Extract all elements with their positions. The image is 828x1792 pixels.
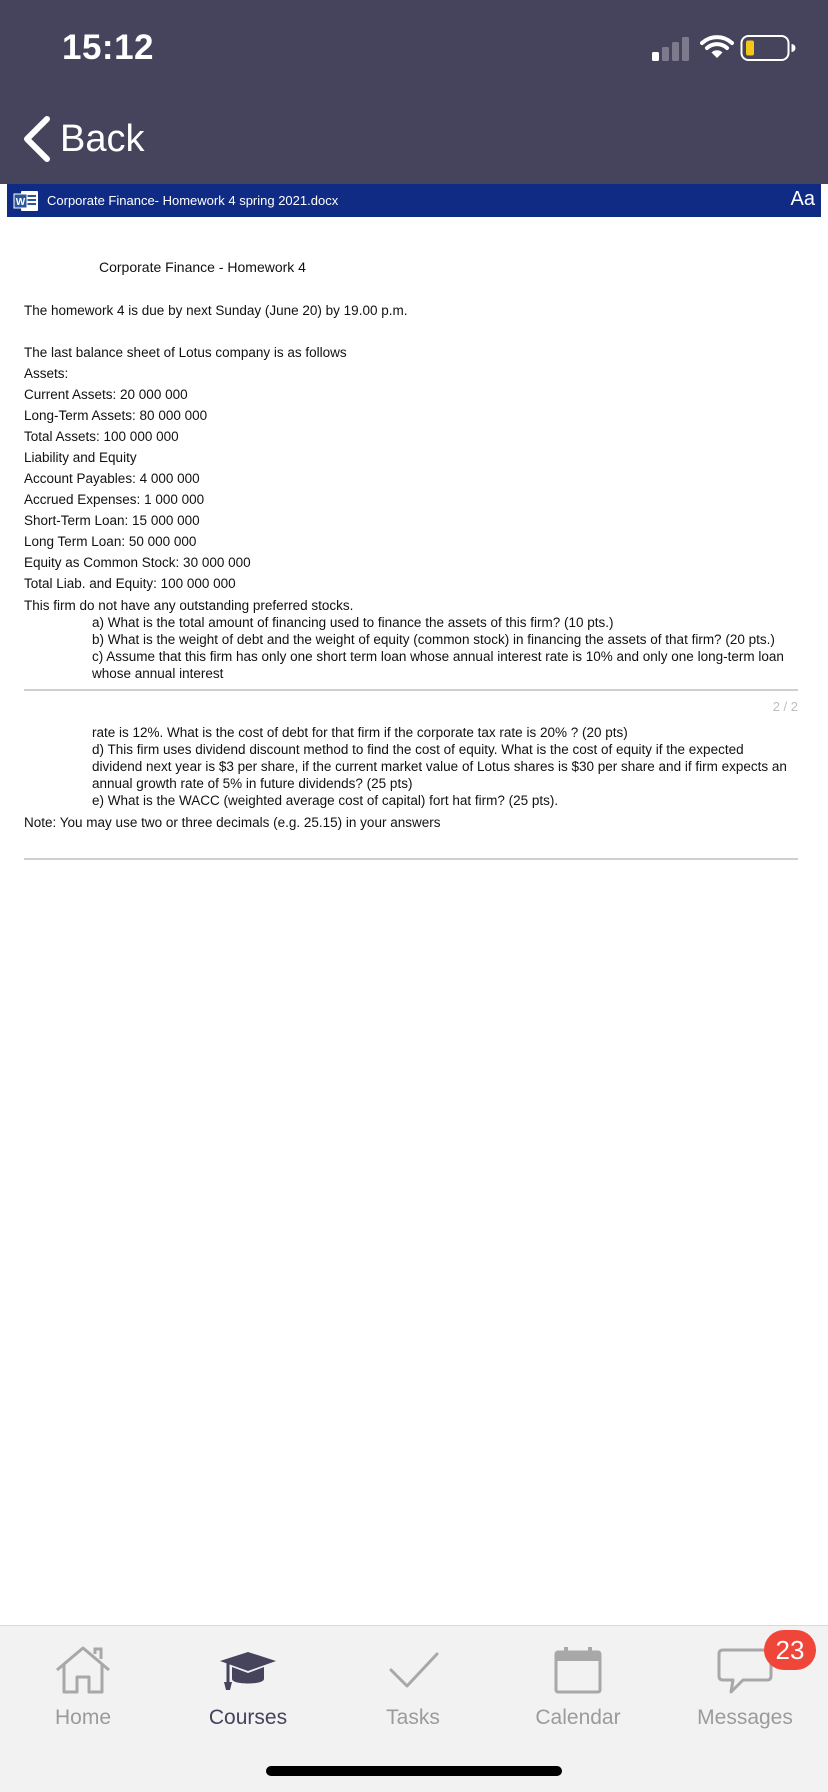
page-separator (24, 689, 798, 691)
balance-line: Total Liab. and Equity: 100 000 000 (24, 576, 236, 591)
graduation-cap-icon (218, 1644, 278, 1696)
font-size-button[interactable]: Aa (790, 188, 815, 210)
answer-note: Note: You may use two or three decimals (e.g. 25.15) in your answers (24, 815, 441, 830)
tab-courses[interactable] (178, 1644, 318, 1730)
messages-badge: 23 (764, 1630, 816, 1670)
home-icon (53, 1644, 113, 1696)
back-button[interactable] (22, 114, 144, 164)
balance-line: Account Payables: 4 000 000 (24, 471, 200, 486)
question-c-part2: rate is 12%. What is the cost of debt for that firm if the corporate tax rate is 20% ? (20 pts) (92, 725, 628, 740)
question-b: b) What is the weight of debt and the weight of equity (common stock) in financing the assets of that firm? (20 pts.) (92, 632, 775, 647)
tab-calendar[interactable] (508, 1644, 648, 1730)
battery-icon (740, 34, 796, 62)
tab-calendar-label: Calendar (535, 1706, 621, 1729)
balance-line: Long-Term Assets: 80 000 000 (24, 408, 208, 423)
calendar-icon (548, 1644, 608, 1696)
question-e: e) What is the WACC (weighted average cost of capital) fort hat firm? (25 pts). (92, 793, 559, 808)
tab-tasks-label: Tasks (386, 1706, 440, 1729)
balance-line: Assets: (24, 366, 69, 381)
question-a: a) What is the total amount of financing used to finance the assets of this firm? (10 pts.) (92, 615, 614, 630)
balance-line: Accrued Expenses: 1 000 000 (24, 492, 205, 507)
tab-courses-label: Courses (208, 1706, 288, 1729)
checkmark-icon (383, 1644, 443, 1696)
balance-line: Current Assets: 20 000 000 (24, 387, 188, 402)
tab-messages-label: Messages (697, 1706, 793, 1729)
document-title: Corporate Finance - Homework 4 (99, 259, 306, 275)
question-d: d) This firm uses dividend discount method to find the cost of equity. What is the cost of equity if the expected dividend next year is $3 per share, if the current market value of Lotus shares is $30 per share and if firm expects an annual growth rate of 5% in future dividends? (25 pts) (92, 742, 787, 791)
balance-line: Short-Term Loan: 15 000 000 (24, 513, 200, 528)
back-label: Back (60, 117, 145, 160)
home-indicator (266, 1766, 562, 1776)
balance-line: Liability and Equity (24, 450, 137, 465)
balance-line: Long Term Loan: 50 000 000 (24, 534, 197, 549)
balance-line: Equity as Common Stock: 30 000 000 (24, 555, 251, 570)
chevron-left-icon (22, 116, 52, 162)
document-filename: Corporate Finance- Homework 4 spring 2021.docx (47, 193, 339, 208)
word-document-icon (13, 190, 39, 212)
document-title-bar (7, 184, 821, 217)
balance-sheet-intro: The last balance sheet of Lotus company is as follows (24, 345, 347, 360)
svg-text:W: W (15, 196, 26, 208)
balance-line: This firm do not have any outstanding preferred stocks. (24, 598, 354, 613)
tab-tasks[interactable] (343, 1644, 483, 1730)
question-c-part1: c) Assume that this firm has only one short term loan whose annual interest rate is 10% and only one long-term loan whose annual interest (92, 649, 784, 681)
wifi-icon (700, 34, 734, 60)
cellular-signal-icon (650, 36, 692, 62)
balance-line: Total Assets: 100 000 000 (24, 429, 179, 444)
status-time: 15:12 (62, 28, 155, 67)
app-header (0, 0, 828, 184)
tab-home-label: Home (54, 1706, 112, 1729)
page-separator (24, 858, 798, 860)
tab-home[interactable] (13, 1644, 153, 1730)
page-number: 2 / 2 (772, 699, 798, 714)
due-date-text: The homework 4 is due by next Sunday (June 20) by 19.00 p.m. (24, 303, 408, 318)
